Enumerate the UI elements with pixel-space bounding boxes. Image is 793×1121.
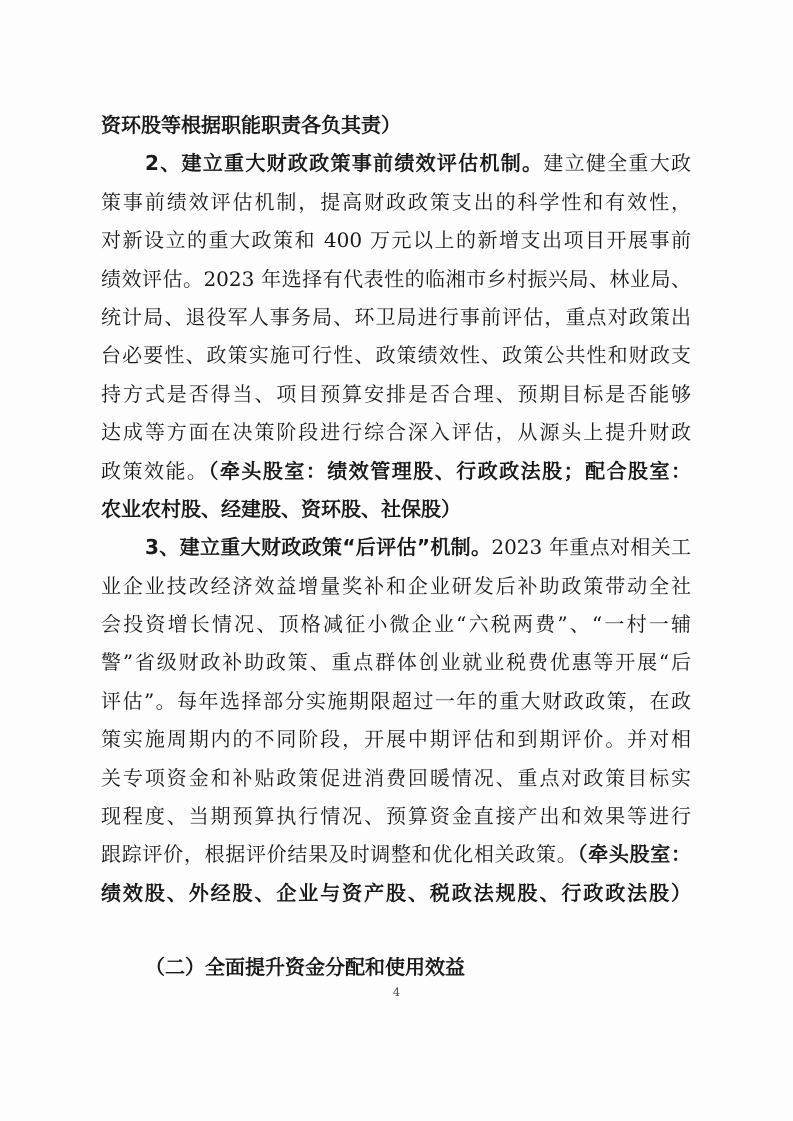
- text-line: [101, 797, 691, 835]
- text-segment: 业企业技改经济效益增量奖补和企业研发后补助政策带动全社: [101, 573, 691, 598]
- text-segment: 2023 年重点对相关工: [491, 535, 691, 560]
- bold-text-segment: （牵头股室：绩效管理股、行政政法股；配合股室：: [208, 458, 691, 483]
- text-segment: 政策效能。: [101, 458, 209, 483]
- text-line: [101, 682, 691, 720]
- text-segment: 台必要性、政策实施可行性、政策绩效性、政策公共性和财政支: [101, 343, 691, 368]
- text-line: [101, 874, 691, 912]
- text-segment: 统计局、退役军人事务局、环卫局进行事前评估，重点对政策出: [101, 304, 691, 329]
- text-line: [101, 528, 691, 566]
- text-line: [101, 452, 691, 490]
- text-segment: 会投资增长情况、顶格减征小微企业“六税两费”、“一村一辅: [101, 612, 691, 637]
- text-line: [101, 183, 691, 221]
- text-segment: 持方式是否得当、项目预算安排是否合理、预期目标是否能够: [101, 381, 691, 406]
- text-segment: 跟踪评价，根据评价结果及时调整和优化相关政策。: [101, 842, 578, 867]
- text-line: [101, 336, 691, 374]
- text-line: [101, 605, 691, 643]
- text-segment: 达成等方面在决策阶段进行综合深入评估，从源头上提升财政: [101, 420, 691, 445]
- bold-text-segment: 3、建立重大财政政策“后评估”机制。: [145, 535, 492, 560]
- page-number: 4: [393, 986, 400, 999]
- text-segment: 对新设立的重大政策和 400 万元以上的新增支出项目开展事前: [101, 228, 691, 253]
- text-line: [101, 413, 691, 451]
- text-segment: 关专项资金和补贴政策促进消费回暖情况、重点对政策目标实: [101, 765, 691, 790]
- bold-text-segment: （牵头股室：: [577, 842, 691, 867]
- text-line: [101, 490, 691, 528]
- text-line: [101, 260, 691, 298]
- text-line: [101, 298, 691, 336]
- text-segment: 现程度、当期预算执行情况、预算资金直接产出和效果等进行: [101, 804, 691, 829]
- text-line: [101, 835, 691, 873]
- text-segment: 绩效评估。2023 年选择有代表性的临湘市乡村振兴局、林业局、: [101, 266, 691, 291]
- text-line: [101, 643, 691, 681]
- text-segment: 策实施周期内的不同阶段，开展中期评估和到期评价。并对相: [101, 727, 691, 752]
- body-text: [101, 106, 691, 912]
- bold-text-segment: 资环股等根据职能职责各负其责）: [101, 113, 401, 137]
- text-line: [101, 144, 691, 182]
- bold-text-segment: 绩效股、外经股、企业与资产股、税政法规股、行政政法股）: [101, 880, 691, 905]
- text-segment: 策事前绩效评估机制，提高财政政策支出的科学性和有效性，: [101, 189, 691, 214]
- text-line: [101, 567, 691, 605]
- text-line: [101, 221, 691, 259]
- text-segment: 建立健全重大政: [543, 151, 691, 176]
- text-line: [101, 759, 691, 797]
- text-line: [101, 106, 691, 144]
- section-heading: （二）全面提升资金分配和使用效益: [145, 955, 465, 979]
- bold-text-segment: 2、建立重大财政政策事前绩效评估机制。: [145, 151, 544, 176]
- text-segment: 警”省级财政补助政策、重点群体创业就业税费优惠等开展“后: [101, 650, 691, 675]
- text-line: [101, 720, 691, 758]
- text-segment: 评估”。每年选择部分实施期限超过一年的重大财政政策，在政: [101, 688, 691, 713]
- text-line: [101, 375, 691, 413]
- bold-text-segment: 农业农村股、经建股、资环股、社保股）: [101, 496, 461, 521]
